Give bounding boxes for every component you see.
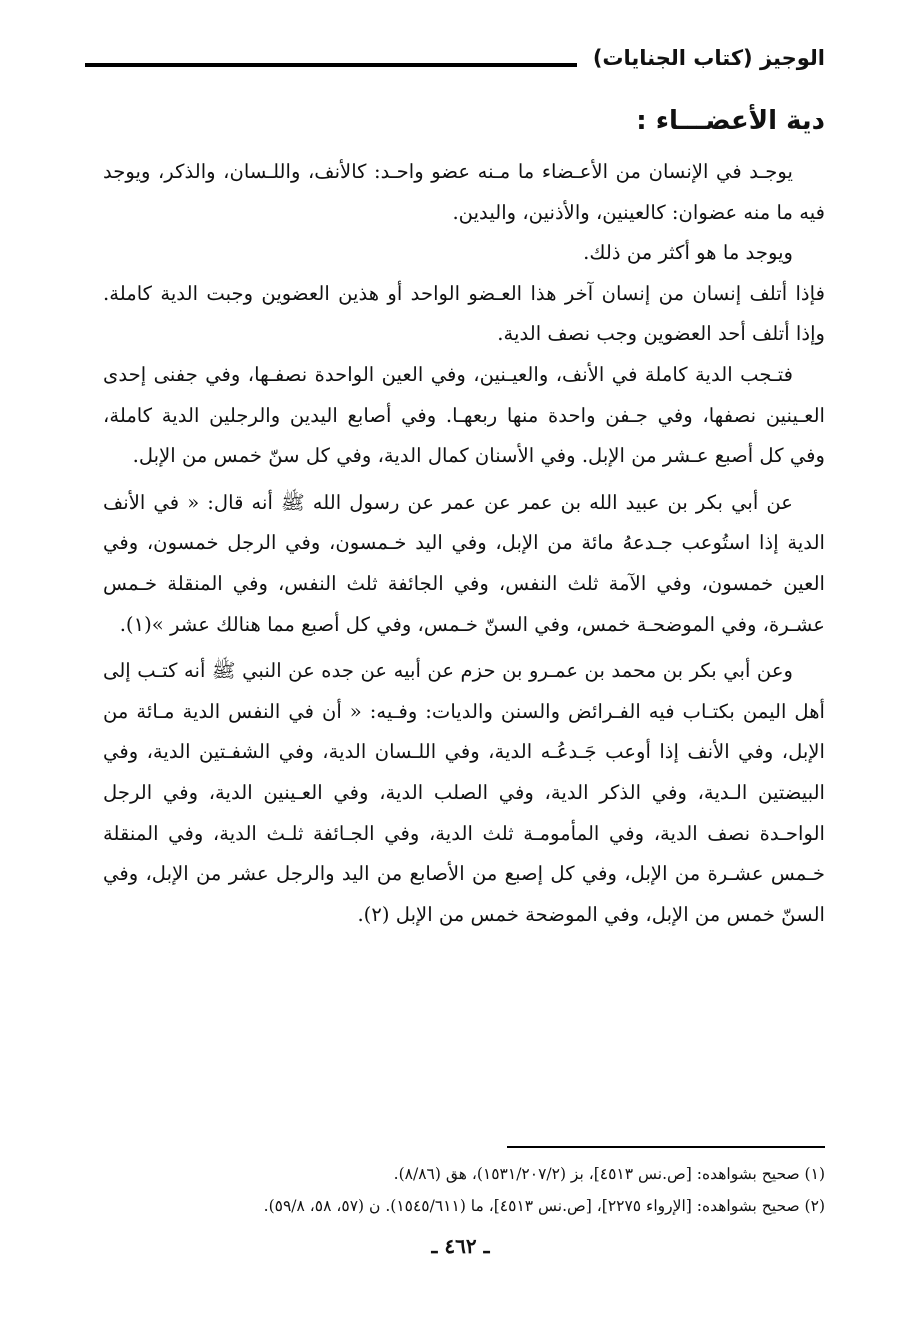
running-header bbox=[85, 38, 825, 78]
paragraph-full-and-half-diya: فإذا أتلف إنسان من إنسان آخر هذا العـضو الواحد أو هذين العضوين وجبت الدية كاملة. وإذا أتلف أحد العضوين وجب نصف الدية. bbox=[103, 281, 825, 346]
body-text bbox=[103, 152, 825, 935]
section-heading: دية الأعضـــاء : bbox=[636, 106, 825, 136]
header-rule bbox=[85, 63, 577, 67]
paragraph-diya-details: فتـجب الدية كاملة في الأنف، والعيـنين، وفي العين الواحدة نصفـها، وفي جفنى إحدى العـينين نصفها، وفي جـفن واحدة منها ربعهـا. وفي أصابع اليدين والرجلين الدية كاملة، وفي كل أصبع عـشر من الإبل. وفي الأسنان كمال الدية، وفي كل سنّ خمس من الإبل. bbox=[103, 362, 825, 468]
book-title: الوجيز (كتاب الجنايات) bbox=[592, 46, 825, 70]
paragraph-more-than-that: ويوجد ما هو أكثر من ذلك. bbox=[583, 241, 793, 265]
footnote-1: (١) صحيح بشواهده: [ص.نس ٤٥١٣]، بز (١٥٣١/٢٠٧/٢)، هق (٨/٨٦). bbox=[393, 1165, 825, 1183]
footnote-2: (٢) صحيح بشواهده: [الإرواء ٢٢٧٥]، [ص.نس ٤٥١٣]، ما (١٥٤٥/٦١١). ن (٥٧، ٥٨، ٥٩/٨). bbox=[263, 1197, 825, 1215]
paragraph-organs-intro: يوجـد في الإنسان من الأعـضاء ما مـنه عضو واحـد: كالأنف، واللـسان، والذكر، ويوجد فيه ما منه عضوان: كالعينين، والأذنين، واليدين. bbox=[103, 160, 825, 224]
paragraph-hadith-amr-ibn-hazm: وعن أبي بكر بن محمد بن عمـرو بن حزم عن أبيه عن جده عن النبي ﷺ أنه كتـب إلى أهل اليمن بكتـاب فيه الفـرائض والسنن والديات: وفـيه: « أن في النفس الدية مـائة من الإبل، وفي الأنف إذا أوعب جَـدعُـه الدية، وفي اللـسان الدية، وفي الشفـتين الدية، وفي البيضتين الـدية، وفي الذكر الدية، وفي الصلب الدية، وفي العـينين الدية، وفي الرجل الواحـدة نصف الدية، وفي المأمومـة ثلث الدية، وفي الجـائفة ثلـث الدية، وفي المنقلة خـمس عشـرة من الإبل، وفي كل إصبع من الأصابع من اليد والرجل عشر من الإبل، وفي السنّ خمس من الإبل، وفي الموضحة خمس من الإبل (٢). bbox=[103, 659, 825, 926]
footnotes bbox=[95, 1158, 825, 1222]
paragraph-hadith-umar: عن أبي بكر بن عبيد الله بن عمر عن عمر عن رسول الله ﷺ أنه قال: « في الأنف الدية إذا استُوعب جـدعهُ مائة من الإبل، وفي اليد خـمسون، وفي الرجل خمسون، وفي العين خمسون، وفي الآمة ثلث النفس، وفي الجائفة ثلث النفس، وفي المنقلة خـمس عشـرة، وفي الموضحـة خمس، وفي السنّ خـمس، وفي كل أصبع مما هنالك عشر »(١). bbox=[103, 490, 825, 636]
page-number: ـ ٤٦٢ ـ bbox=[431, 1234, 490, 1258]
footnote-rule bbox=[507, 1146, 825, 1148]
